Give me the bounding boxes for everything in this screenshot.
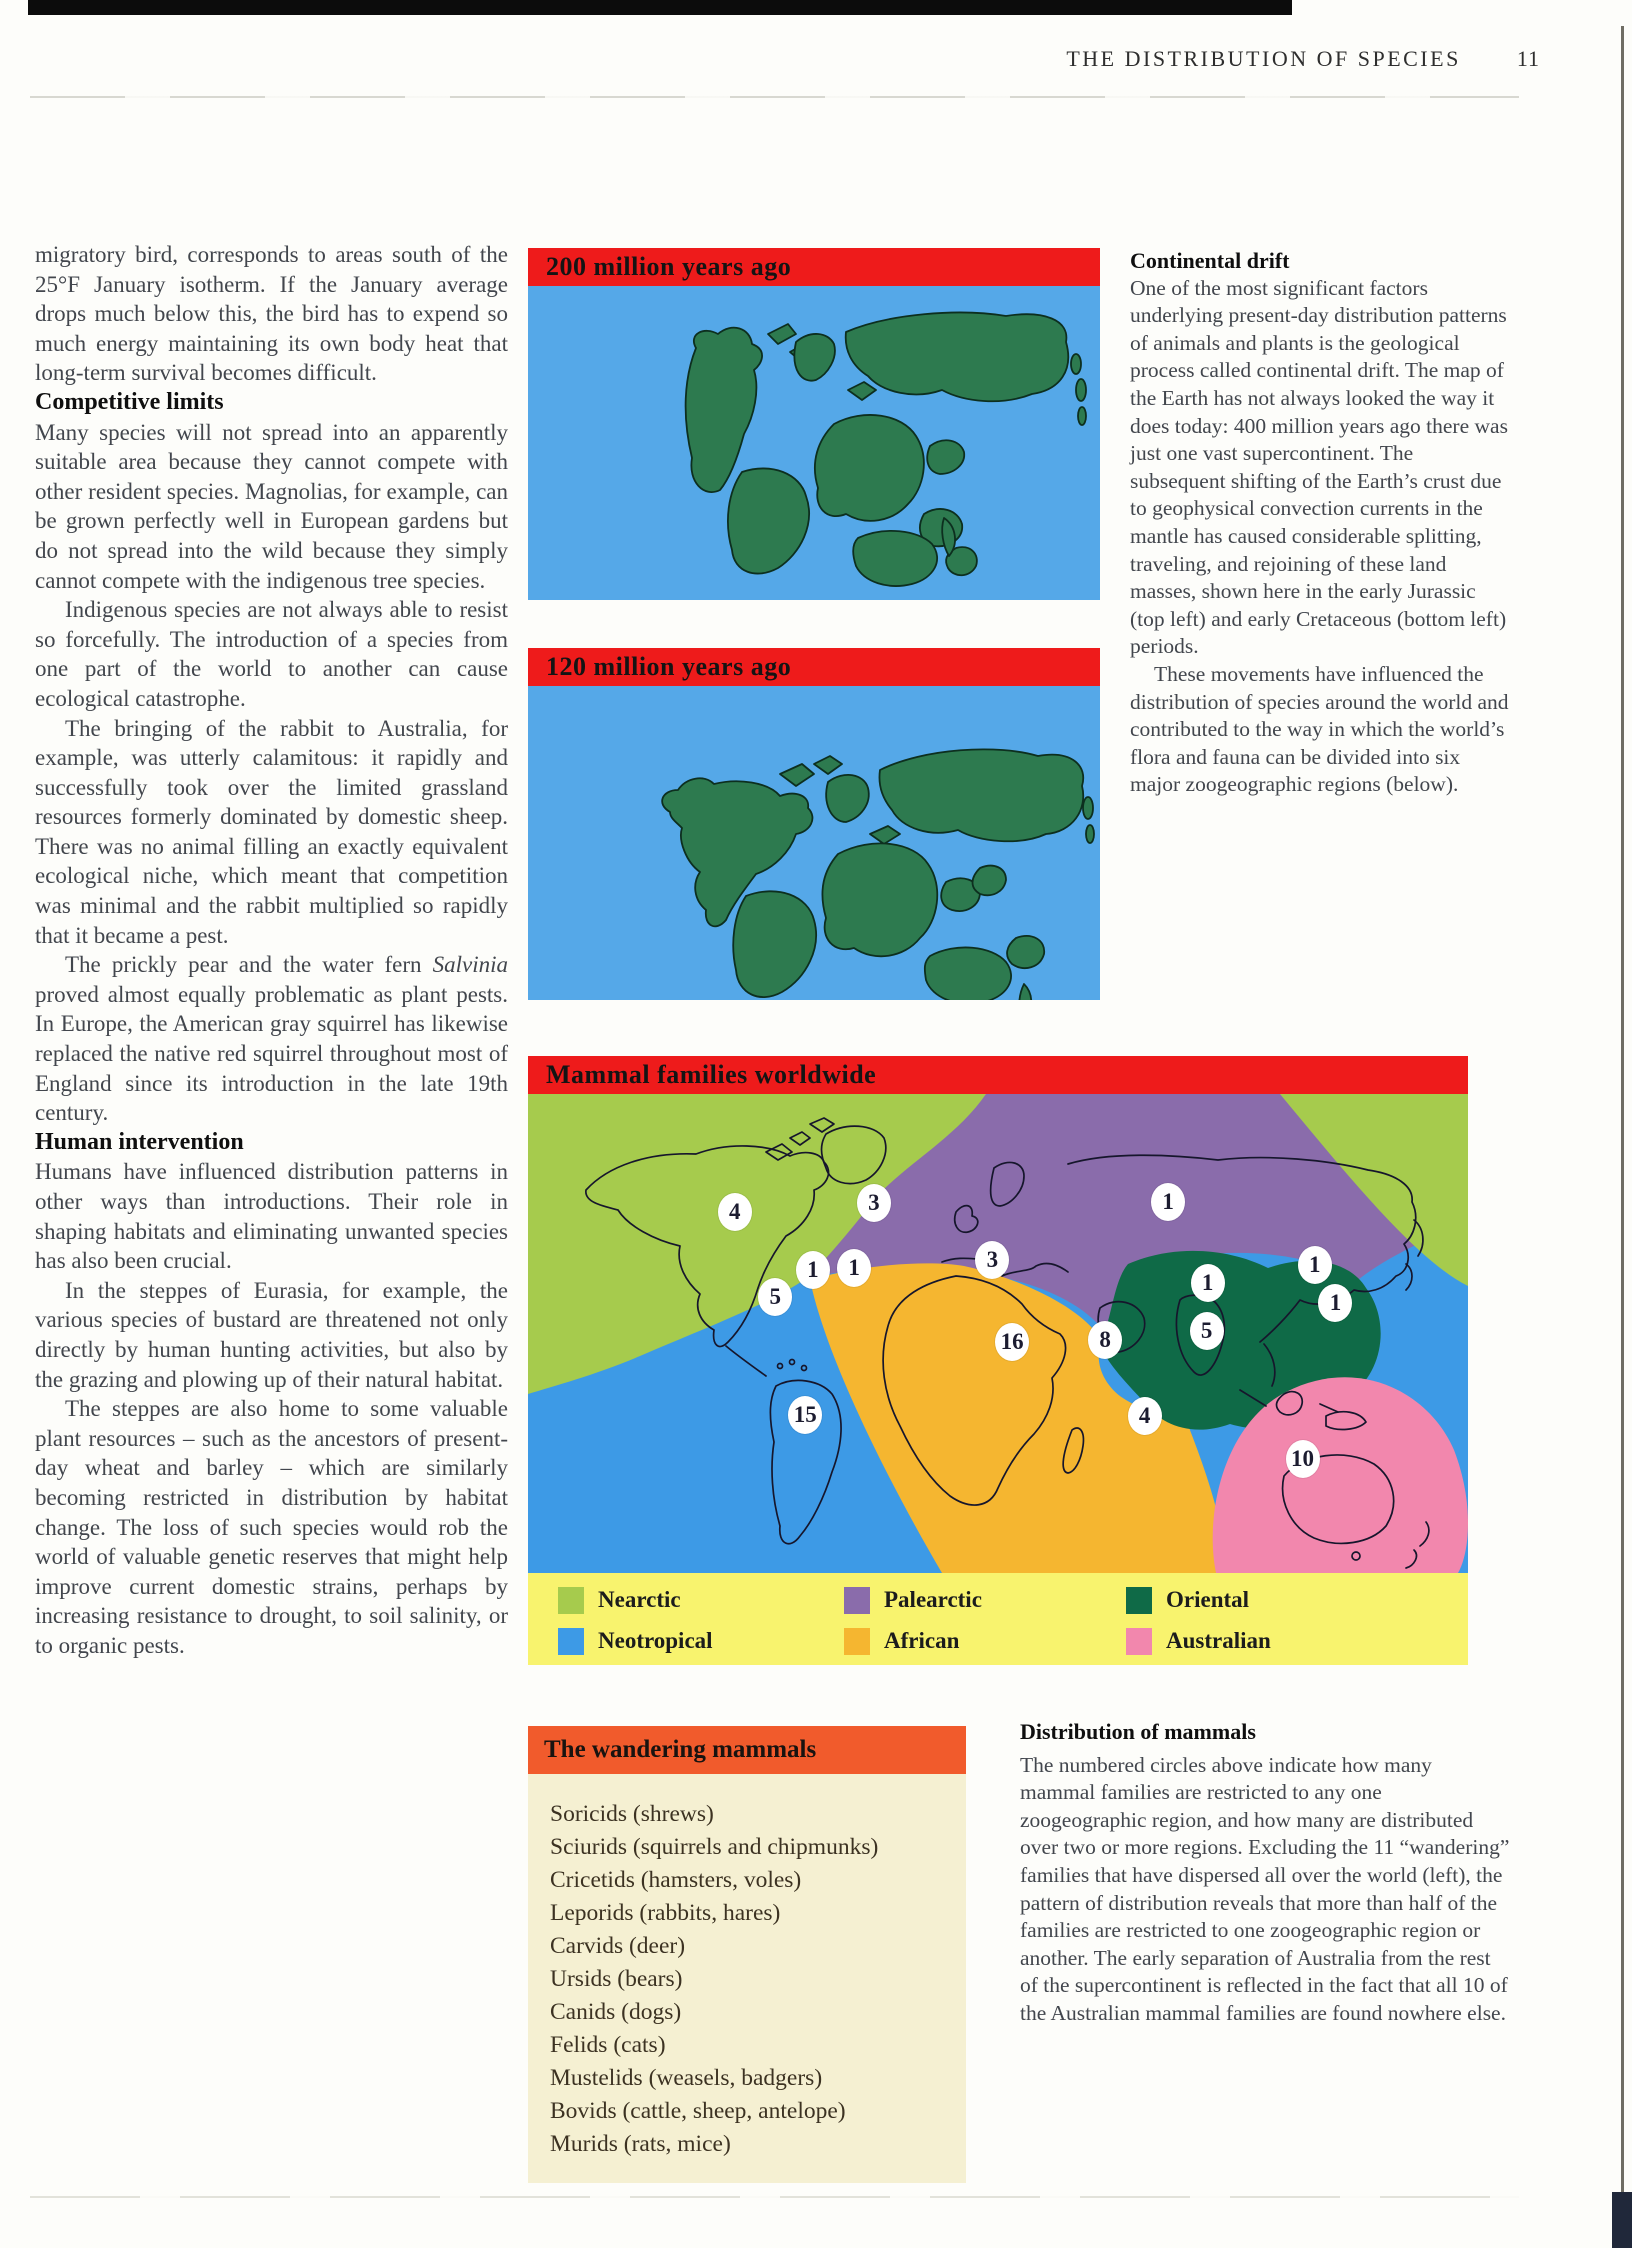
map-title: 200 million years ago xyxy=(546,252,792,281)
legend-swatch xyxy=(1126,1587,1152,1614)
paragraph: Indigenous species are not always able to resist so forcefully. The introduction of a species from one part of the world to another can cause ecological catastrophe. xyxy=(35,597,508,711)
page-edge-notch xyxy=(1612,2192,1632,2248)
map-title-bar xyxy=(528,248,1100,286)
family-count-circle: 1 xyxy=(1298,1246,1332,1284)
running-head xyxy=(560,46,1540,72)
wandering-mammals-box xyxy=(528,1726,966,2183)
continental-drift-column xyxy=(1130,247,1513,799)
family-count-circle: 1 xyxy=(1151,1183,1185,1221)
paragraph: Many species will not spread into an apparently suitable area because they cannot compete with other resident species. Magnolias, for example, can be grown perfectly well in European gardens but do not spread into the wild because they simply cannot compete with the indigenous tree species. xyxy=(35,419,508,593)
box-title: The wandering mammals xyxy=(544,1736,817,1763)
paragraph: In the steppes of Eurasia, for example, the various species of bustard are threatened not only directly by human hunting activities, but also by the grazing and plowing up of their natural habitat. xyxy=(35,1277,508,1392)
species-name-italic: Salvinia xyxy=(432,952,508,978)
legend-item xyxy=(1126,1624,1426,1658)
mammal-family-item: Bovids (cattle, sheep, antelope) xyxy=(550,2098,846,2124)
family-count-circle: 5 xyxy=(1190,1312,1224,1350)
text-run: The prickly pear and the water fern xyxy=(65,952,433,978)
header-rule xyxy=(30,96,1519,98)
legend-label: Palearctic xyxy=(884,1587,982,1612)
world-map-legend xyxy=(528,1573,1468,1665)
distribution-column xyxy=(1020,1712,1512,2028)
paragraph: Humans have influenced distribution patterns in other ways than introductions. Their role in shaping habitats and eliminating unwanted species has also been crucial. xyxy=(35,1159,508,1274)
drift-map-120mya-art xyxy=(528,686,1100,1000)
legend-swatch xyxy=(558,1587,584,1614)
section-heading-competitive-limits: Competitive limits xyxy=(35,388,224,415)
family-count-circle: 15 xyxy=(788,1396,822,1434)
mammal-family-item: Leporids (rabbits, hares) xyxy=(550,1900,781,1926)
map-title-bar xyxy=(528,648,1100,686)
map-title-bar xyxy=(528,1056,1468,1094)
top-edge-bar xyxy=(28,0,1292,15)
legend-label: Nearctic xyxy=(598,1587,681,1612)
map-title: Mammal families worldwide xyxy=(546,1060,877,1089)
family-count-circle: 5 xyxy=(758,1278,792,1316)
legend-swatch xyxy=(844,1628,870,1655)
legend-label: Australian xyxy=(1166,1628,1271,1653)
map-title: 120 million years ago xyxy=(546,652,792,681)
family-count-circle: 4 xyxy=(1128,1397,1162,1435)
family-count-circle: 4 xyxy=(718,1193,752,1231)
legend-label: Neotropical xyxy=(598,1628,713,1653)
legend-label: Oriental xyxy=(1166,1587,1250,1612)
left-text-column xyxy=(35,240,508,1661)
family-count-circle: 16 xyxy=(995,1323,1029,1361)
legend-item xyxy=(844,1624,1126,1658)
legend-swatch xyxy=(558,1628,584,1655)
legend-item xyxy=(558,1583,844,1617)
paragraph: The bringing of the rabbit to Australia, for example, was utterly calamitous: it rapidly and successfully took over the limited grassland resources formerly dominated by domestic sheep. There was no animal filling an exactly equivalent ecological niche, which meant that competition was minimal and the rabbit multiplied so rapidly that it became a pest. xyxy=(35,715,508,948)
legend-item xyxy=(1126,1583,1426,1617)
legend-swatch xyxy=(1126,1628,1152,1655)
family-count-circle: 1 xyxy=(837,1249,871,1287)
paragraph: One of the most significant factors underlying present-day distribution patterns of animals and plants is the geological process called continental drift. The map of the Earth has not always looked the way it does today: 400 million years ago there was just one vast supercontinent. The subsequent shifting of the Earth’s crust due to geophysical convection currents in the mantle has caused considerable splitting, traveling, and rejoining of these land masses, shown here in the early Jurassic (top left) and early Cretaceous (bottom left) periods. xyxy=(1130,275,1508,659)
mammal-family-item: Soricids (shrews) xyxy=(550,1801,714,1827)
box-title-bar xyxy=(528,1726,966,1774)
footer-rule xyxy=(30,2196,1519,2198)
world-map-canvas xyxy=(528,1094,1468,1573)
legend-item xyxy=(558,1624,844,1658)
drift-map-200mya-art xyxy=(528,286,1100,600)
mammal-family-item: Canids (dogs) xyxy=(550,1999,682,2025)
family-count-circle: 3 xyxy=(975,1241,1009,1279)
mammal-family-item: Murids (rats, mice) xyxy=(550,2131,731,2157)
drift-map-200mya xyxy=(528,248,1100,600)
page-number: 11 xyxy=(1516,46,1540,71)
legend-label: African xyxy=(884,1628,960,1653)
paragraph xyxy=(35,950,508,1128)
family-count-circle: 1 xyxy=(1191,1264,1225,1302)
wandering-list xyxy=(528,1774,966,2183)
drift-map-120mya xyxy=(528,648,1100,1000)
family-count-circle: 8 xyxy=(1088,1321,1122,1359)
paragraph: The steppes are also home to some valuable plant resources – such as the ancestors of present-day wheat and barley – which are similarly becoming restricted in distribution by habitat change. The loss of such species would rob the world of valuable genetic reserves that might help improve current domestic strains, perhaps by increasing resistance to drought, to soil salinity, or to organic pests. xyxy=(35,1396,508,1658)
paragraph: migratory bird, corresponds to areas south of the 25°F January isotherm. If the January average drops much below this, the bird has to expend so much energy maintaining its own body heat that long-term survival becomes difficult. xyxy=(35,242,508,386)
mammal-family-item: Ursids (bears) xyxy=(550,1966,683,1992)
mammal-family-item: Mustelids (weasels, badgers) xyxy=(550,2065,823,2091)
mammal-family-item: Felids (cats) xyxy=(550,2032,666,2058)
legend-swatch xyxy=(844,1587,870,1614)
family-count-circle: 3 xyxy=(857,1184,891,1222)
running-title: THE DISTRIBUTION OF SPECIES xyxy=(1066,46,1461,71)
page-right-edge xyxy=(1621,26,1624,2248)
paragraph: These movements have influenced the distribution of species around the world and contributed to the way in which the world’s flora and fauna can be divided into six major zoogeographic regions (below). xyxy=(1130,661,1509,797)
mammal-family-item: Carvids (deer) xyxy=(550,1933,686,1959)
text-run: proved almost equally problematic as plant pests. In Europe, the American gray squirrel has likewise replaced the native red squirrel throughout most of England since its introduction in the late 19th century. xyxy=(35,981,508,1126)
legend-item xyxy=(844,1583,1126,1617)
family-count-circle: 10 xyxy=(1286,1440,1320,1478)
family-count-circle: 1 xyxy=(1318,1284,1352,1322)
section-heading-human-intervention: Human intervention xyxy=(35,1128,244,1155)
section-heading-continental-drift: Continental drift xyxy=(1130,248,1290,273)
family-count-circle: 1 xyxy=(796,1251,830,1289)
section-heading-distribution: Distribution of mammals xyxy=(1020,1719,1256,1744)
paragraph: The numbered circles above indicate how many mammal families are restricted to any one zoogeographic region, and how many are distributed over two or more regions. Excluding the 11 “wandering” families that have dispersed all over the world (left), the pattern of distribution reveals that more than half of the families are restricted to one zoogeographic region or another. The early separation of Australia from the rest of the supercontinent is reflected in the fact that all 10 of the Australian mammal families are found nowhere else. xyxy=(1020,1752,1510,2025)
mammal-family-item: Cricetids (hamsters, voles) xyxy=(550,1867,802,1893)
mammal-families-map xyxy=(528,1056,1468,1665)
mammal-family-item: Sciurids (squirrels and chipmunks) xyxy=(550,1834,879,1860)
